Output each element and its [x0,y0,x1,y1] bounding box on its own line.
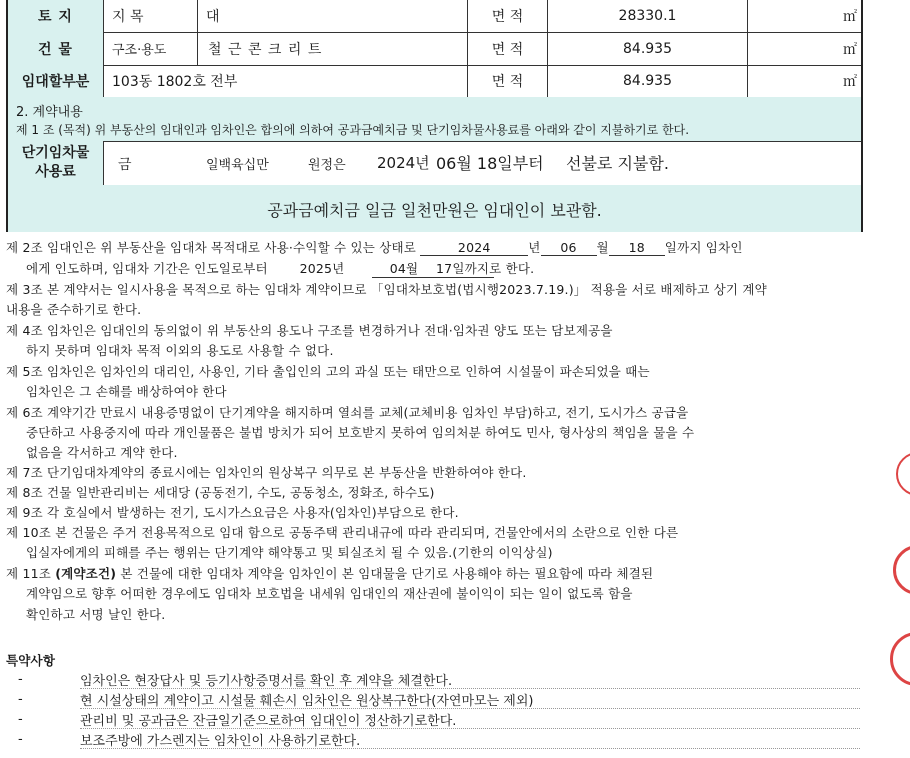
leased-part-label: 임대할부분 [8,65,104,97]
article-2-end-day: 17일까지로 한다. [436,261,535,276]
article-10-line2: 입실자에게의 피해를 주는 행위는 단기계약 해약통고 및 퇴실조치 될 수 있음.(기한의 이익상실) [26,545,553,560]
article-2-day: 18 [609,240,665,256]
article-7: 제 7조 단기임대차계약의 종료시에는 임차인의 원상복구 의무로 본 부동산을 반환하여야 한다. [6,465,527,480]
fee-prefix: 금 [118,157,132,173]
fee-label-line2: 사용료 [35,164,76,180]
article-5-line2: 임차인은 그 손해를 배상하여야 한다 [26,384,227,399]
article-6-line2: 중단하고 사용중지에 따라 개인물품은 불법 방치가 되어 보호받지 못하여 임의처분 하여도 민사, 형사상의 책임을 물을 수 [26,425,695,440]
article-2-year: 2024 [420,240,528,256]
article-11-rest: 본 건물에 대한 임대차 계약을 임차인이 본 임대물을 단기로 사용해야 하는 필요함에 따라 체결된 [120,566,654,581]
article-2-end-year: 2025년 [299,261,345,276]
special-item-text: 보조주방에 가스렌지는 임차인이 사용하기로한다. [80,734,361,749]
article-9: 제 9조 각 호실에서 발생하는 전기, 도시가스요금은 사용자(임차인)부담으로 한다. [6,505,459,520]
seal-stamp [893,545,910,595]
special-dash: - [18,712,23,727]
article-11-line2: 계약임으로 향후 어떠한 경우에도 임대차 보호법을 내세워 임대인의 재산권에 불이익이 되는 일이 없도록 함을 [26,586,633,601]
section-title: 2. 계약내용 [16,105,83,120]
dotted-rule [80,708,860,709]
building-area-value: 84.935 [548,32,748,65]
article-8: 제 8조 건물 일반관리비는 세대당 (공동전기, 수도, 공동청소, 정화조, 하수도) [6,485,435,500]
leased-area-label: 면 적 [468,65,548,97]
article-6-line1: 제 6조 계약기간 만료시 내용증명없이 단기계약을 해지하며 열쇠를 교체(교체비용 임차인 부담)하고, 전기, 도시가스 공급을 [6,405,689,420]
special-dash: - [18,732,23,747]
building-area-label: 면 적 [468,32,548,65]
article-5-line1: 제 5조 임차인은 임차인의 대리인, 사용인, 기타 출입인의 고의 과실 또는 태만으로 인하여 시설물이 파손되었을 때는 [6,364,650,379]
article-2-month-unit: 월 [596,240,609,255]
article-2-end-month: 04월 [372,259,436,278]
dotted-rule [80,688,860,689]
article-4-line2: 하지 못하며 임대차 목적 이외의 용도로 사용할 수 없다. [26,343,334,358]
special-item-text: 현 시설상태의 계약이고 시설물 훼손시 임차인은 원상복구한다(자연마모는 제외) [80,694,534,709]
article-3-line2: 내용을 준수하기로 한다. [6,302,142,317]
deposit-text: 공과금예치금 일금 일천만원은 임대인이 보관함. [267,201,602,220]
article-2-line2-prefix: 에게 인도하며, 임대차 기간은 인도일로부터 [26,261,268,276]
article-11-line1 [6,564,653,582]
deposit-row [8,185,861,232]
building-area-unit: ㎡ [843,41,857,58]
special-item-text: 임차인은 현장답사 및 등기사항증명서를 확인 후 계약을 체결한다. [80,674,453,689]
land-use-label: 지 목 [104,0,198,32]
building-row [8,32,861,66]
fee-text-mid: 원정은 [308,158,346,173]
special-dash: - [18,672,23,687]
fee-label-line1: 단기임차물 [21,145,90,161]
article-2-year-unit: 년 [528,240,541,255]
article-4-line1: 제 4조 임차인은 임대인의 동의없이 위 부동산의 용도나 구조를 변경하거나 전대·임차권 양도 또는 담보제공을 [6,323,613,338]
building-use-label: 구조·용도 [104,32,198,65]
article-2-line2 [26,259,535,278]
land-row [8,0,861,33]
fee-year: 2024년 [377,154,430,172]
article-10-line1: 제 10조 본 건물은 주거 전용목적으로 임대 함으로 공동주택 관리내규에 따라 관리되며, 건물안에서의 소란으로 인한 다른 [6,525,679,540]
seal-stamp [896,452,910,496]
leased-area-value: 84.935 [548,65,748,97]
article-3-line1: 제 3조 본 계약서는 일시사용을 목적으로 하는 임대차 계약이므로 「임대차보호법(법시행2023.7.19.)」 적용을 서로 배제하고 상기 계약 [6,282,767,297]
article-11-line3: 확인하고 서명 날인 한다. [26,607,166,622]
dotted-rule [80,728,860,729]
contract-content-row [8,97,861,142]
article-1: 제 1 조 (목적) 위 부동산의 임대인과 임차인은 합의에 의하여 공과금예치금 및 단기임차물사용료를 아래와 같이 지불하기로 한다. [16,123,690,137]
land-use-value: 대 [198,0,468,32]
building-label: 건 물 [8,32,104,65]
article-2-prefix: 제 2조 임대인은 위 부동산을 임대차 목적대로 사용·수익할 수 있는 상태로 [6,240,417,255]
leased-part-row [8,65,861,98]
article-2-line1 [6,238,743,256]
fee-date: 06월 18일부터 [436,154,544,173]
building-structure-value: 철 근 콘 크 리 트 [198,32,468,65]
fee-row [8,141,861,186]
seal-stamp [890,632,910,686]
land-area-unit: ㎡ [843,9,857,25]
special-item-text: 관리비 및 공과금은 잔금일기준으로하여 임대인이 정산하기로한다. [80,714,457,729]
leased-part-value: 103동 1802호 전부 [104,65,468,97]
leased-area-unit: ㎡ [843,74,857,90]
article-6-line3: 없음을 각서하고 계약 한다. [26,445,178,460]
special-dash: - [18,692,23,707]
fee-amount: 일백육십만 [206,158,269,173]
fee-text-end: 선불로 지불함. [566,154,669,173]
contract-table [6,0,863,232]
land-area-label: 면 적 [468,0,548,32]
fee-label [8,141,104,185]
article-11-bold: (계약조건) [55,566,117,581]
article-2-month: 06 [541,240,597,256]
article-11-prefix: 제 11조 [6,566,52,581]
land-label: 토 지 [8,0,104,32]
land-area-value: 28330.1 [548,0,748,32]
article-2-suffix: 일까지 임차인 [664,240,743,255]
dotted-rule [80,748,860,749]
special-title: 특약사항 [6,653,56,668]
